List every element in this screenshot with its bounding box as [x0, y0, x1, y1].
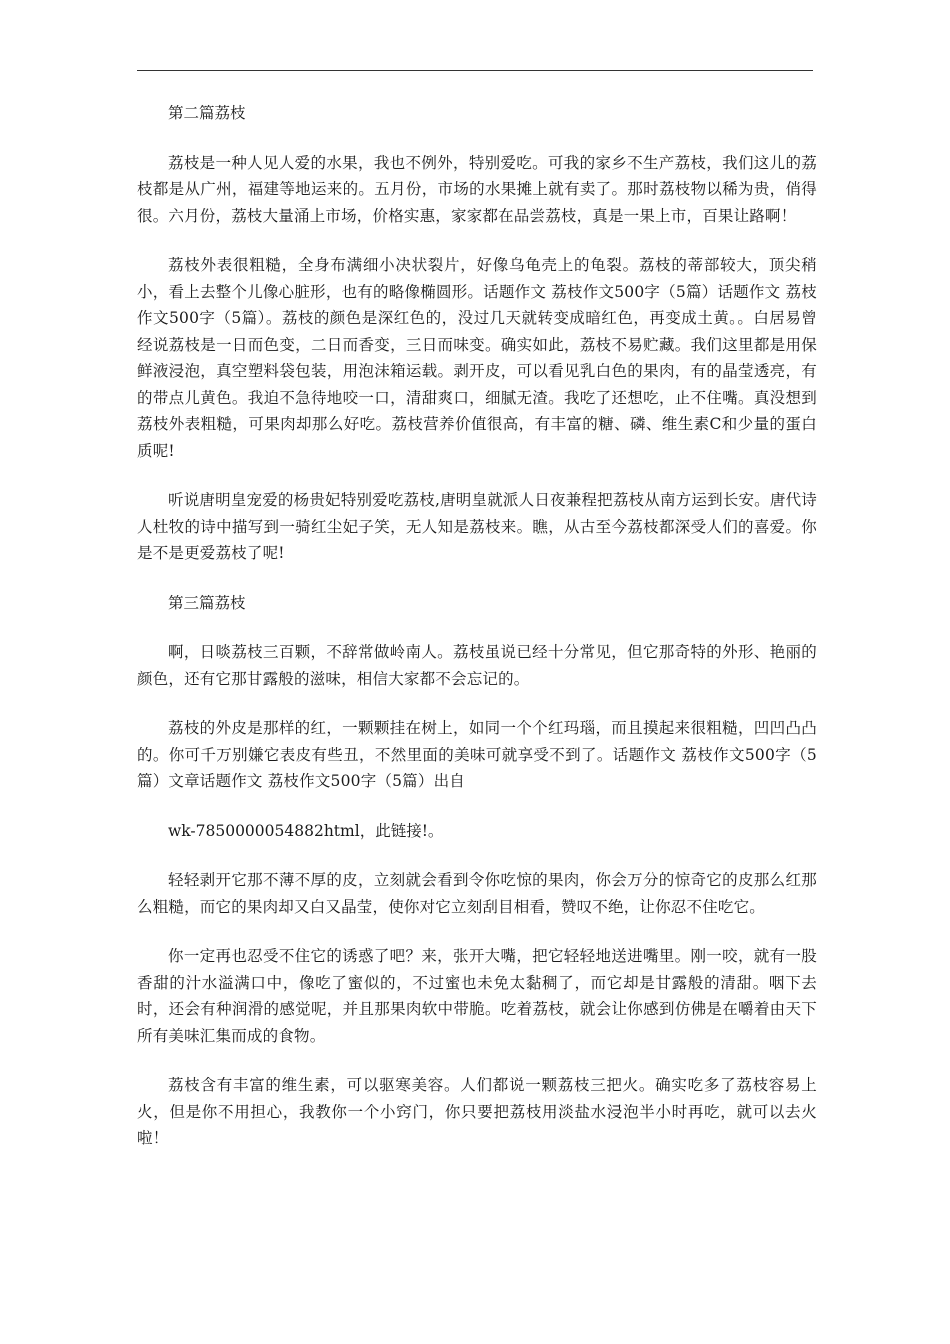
paragraph: 荔枝的外皮是那样的红，一颗颗挂在树上，如同一个个红玛瑙，而且摸起来很粗糙，凹凹凸凸的。你可千万别嫌它表皮有些丑，不然里面的美味可就享受不到了。话题作文 荔枝作文500字（5篇）文章话题作文 荔枝作文500字（5篇）出自: [137, 719, 817, 790]
document-body: [137, 100, 817, 1175]
paragraph: 听说唐明皇宠爱的杨贵妃特别爱吃荔枝,唐明皇就派人日夜兼程把荔枝从南方运到长安。唐代诗人杜牧的诗中描写到一骑红尘妃子笑，无人知是荔枝来。瞧，从古至今荔枝都深受人们的喜爱。你是不是更爱荔枝了呢!: [137, 491, 817, 562]
paragraph: 啊，日啖荔枝三百颗，不辞常做岭南人。荔枝虽说已经十分常见，但它那奇特的外形、艳丽的颜色，还有它那甘露般的滋味，相信大家都不会忘记的。: [137, 643, 817, 688]
paragraph: 荔枝外表很粗糙，全身布满细小决状裂片，好像乌龟壳上的龟裂。荔枝的蒂部较大，顶尖稍小，看上去整个儿像心脏形，也有的略像椭圆形。话题作文 荔枝作文500字（5篇）话题作文 荔枝作文500字（5篇）。荔枝的颜色是深红色的，没过几天就转变成暗红色，再变成土黄。。白居易曾经说荔枝是一日而色变，二日而香变，三日而味变。确实如此，荔枝不易贮藏。我们这里都是用保鲜液浸泡，真空塑料袋包装，用泡沫箱运载。剥开皮，可以看见乳白色的果肉，有的晶莹透亮，有的带点儿黄色。我迫不急待地咬一口，清甜爽口，细腻无渣。我吃了还想吃，止不住嘴。真没想到荔枝外表粗糙，可果肉却那么好吃。荔枝营养价值很高，有丰富的糖、磷、维生素C和少量的蛋白质呢!: [137, 256, 817, 460]
paragraph: 轻轻剥开它那不薄不厚的皮，立刻就会看到令你吃惊的果肉，你会万分的惊奇它的皮那么红那么粗糙，而它的果肉却又白又晶莹，使你对它立刻刮目相看，赞叹不绝，让你忍不住吃它。: [137, 871, 817, 916]
section-heading: 第三篇荔枝: [168, 593, 246, 612]
paragraph: 荔枝含有丰富的维生素，可以驱寒美容。人们都说一颗荔枝三把火。确实吃多了荔枝容易上火，但是你不用担心，我教你一个小窍门，你只要把荔枝用淡盐水浸泡半小时再吃，就可以去火啦！: [137, 1076, 817, 1147]
paragraph: 荔枝是一种人见人爱的水果，我也不例外，特别爱吃。可我的家乡不生产荔枝，我们这儿的荔枝都是从广州，福建等地运来的。五月份，市场的水果摊上就有卖了。那时荔枝物以稀为贵，俏得很。六月份，荔枝大量涌上市场，价格实惠，家家都在品尝荔枝，真是一果上市，百果让路啊！: [137, 153, 817, 225]
header-rule: [137, 70, 813, 71]
source-link-text: wk-7850000054882html，此链接!。: [168, 821, 444, 840]
section-heading: 第二篇荔枝: [168, 104, 246, 122]
paragraph: 你一定再也忍受不住它的诱惑了吧？来，张开大嘴，把它轻轻地送进嘴里。刚一咬，就有一股香甜的汁水溢满口中，像吃了蜜似的，不过蜜也未免太黏稠了，而它却是甘露般的清甜。咽下去时，还会有种润滑的感觉呢，并且那果肉软中带脆。吃着荔枝，就会让你感到仿佛是在嚼着由天下所有美味汇集而成的食物。: [137, 947, 817, 1045]
